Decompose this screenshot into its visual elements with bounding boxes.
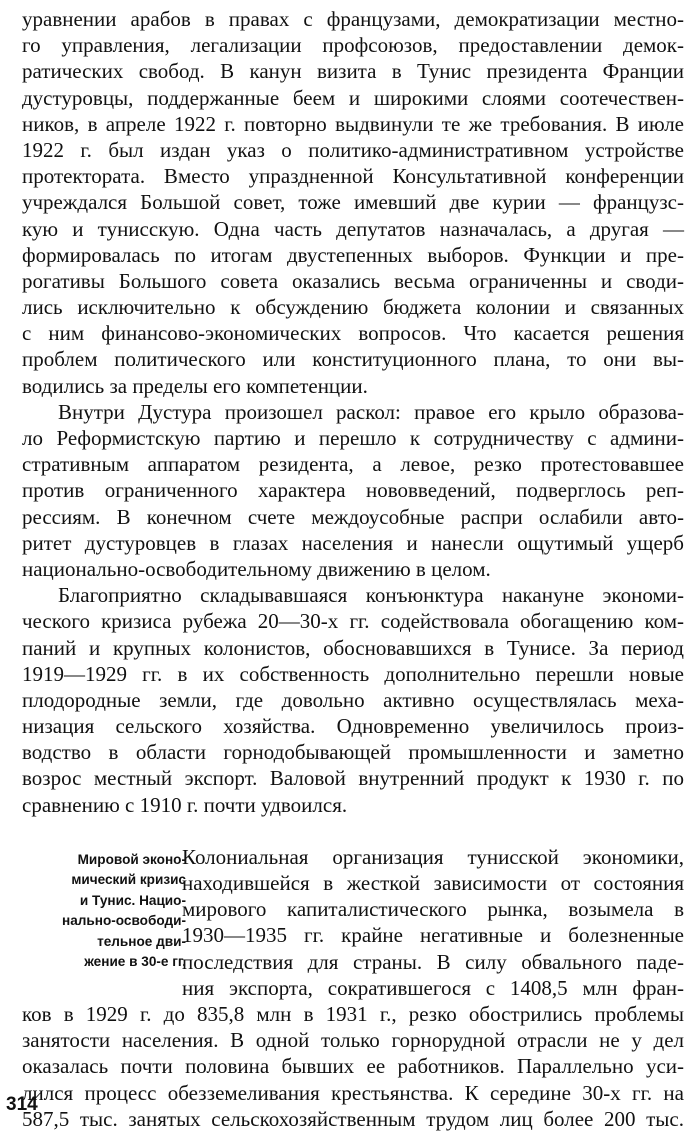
section-world-crisis: [22, 844, 684, 1132]
text-line: учреждался Большой совет, тоже имевший две курии — французс-: [22, 190, 684, 215]
paragraph-3: [22, 582, 684, 818]
text-line: лись исключительно к обсуждению бюджета колонии и связанных: [22, 295, 684, 320]
book-page: [22, 6, 684, 1132]
text-line: низация сельского хозяйства. Одновременно увеличилось произ-: [22, 714, 684, 739]
text-line: проблем политического или конституционного плана, то они вы-: [22, 347, 684, 372]
text-line: ритет дустуровцев в глазах населения и нанесли ощутимый ущерб: [22, 530, 684, 555]
paragraph-2: [22, 399, 684, 582]
text-line: протектората. Вместо упраздненной Консультативной конференции: [22, 164, 684, 189]
page-number: 314: [6, 1094, 38, 1115]
text-line: 587,5 тыс. занятых сельскохозяйственным трудом лиц более 200 тыс.: [22, 1106, 684, 1131]
text-line: против ограниченного характера нововведений, подверглось реп-: [22, 478, 684, 503]
text-line: возрос местный экспорт. Валовой внутренний продукт к 1930 г. по: [22, 766, 684, 791]
text-line: национально-освободительному движению в целом.: [22, 556, 491, 581]
text-line: формировалась по итогам двустепенных выборов. Функции и пре-: [22, 242, 684, 267]
text-line: Внутри Дустура произошел раскол: правое его крыло образова-: [58, 399, 684, 424]
text-line: дустуровцы, поддержанные беем и широкими слоями соотечествен-: [22, 85, 684, 110]
text-line: водство в области горнодобывающей промышленности и заметно: [22, 740, 684, 765]
text-line: паний и крупных колонистов, обосновавшихся в Тунисе. За период: [22, 635, 684, 660]
margin-heading: [24, 850, 186, 973]
text-line: мирового капиталистического рынка, возымела в: [182, 897, 684, 922]
text-line: ков в 1929 г. до 835,8 млн в 1931 г., резко обострились проблемы: [22, 1001, 684, 1026]
text-line: 1919—1929 гг. в их собственность дополнительно перешли новые: [22, 661, 684, 686]
text-line: стративным аппаратом резидента, а левое, резко протестовавшее: [22, 452, 684, 477]
text-line: лился процесс обезземеливания крестьянства. К середине 30-х гг. на: [22, 1080, 684, 1105]
text-line: находившейся в жесткой зависимости от состояния: [182, 871, 684, 895]
text-line: сравнению с 1910 г. почти удвоился.: [22, 792, 348, 817]
text-line: оказалась почти половина бывших ее работников. Параллельно уси-: [22, 1054, 684, 1079]
margin-heading-line: жение в 30-е гг.: [84, 954, 186, 970]
text-line: последствия для страны. В силу обвального паде-: [182, 949, 684, 974]
text-line: Благоприятно складывавшаяся конъюнктура накануне экономи-: [58, 583, 684, 608]
margin-heading-line: и Тунис. Нацио-: [79, 892, 186, 908]
text-line: ников, в апреле 1922 г. повторно выдвинули те же требования. В июле: [22, 111, 684, 136]
text-line: кую и тунисскую. Одна часть депутатов назначалась, а другая —: [22, 216, 684, 241]
text-line: ния экспорта, сократившегося с 1408,5 млн фран-: [182, 975, 684, 1000]
text-line: водились за пределы его компетенции.: [22, 373, 368, 398]
text-line: го управления, легализации профсоюзов, предоставлении демок-: [22, 33, 684, 58]
text-line: рогативы Большого совета оказались весьма ограниченны и своди-: [22, 268, 684, 293]
margin-heading-line: нально-освободи-: [61, 913, 186, 929]
margin-heading-line: тельное дви-: [97, 933, 186, 949]
text-line: с ним финансово-экономических вопросов. Что касается решения: [22, 321, 684, 346]
text-line: 1922 г. был издан указ о политико-административном устройстве: [22, 137, 684, 162]
text-line: Колониальная организация тунисской экономики,: [182, 844, 684, 869]
text-line: ческого кризиса рубежа 20—30-х гг. содействовала обогащению ком-: [22, 609, 684, 634]
text-line: уравнении арабов в правах с французами, демократизации местно-: [22, 7, 684, 31]
text-line: ло Реформистскую партию и перешло к сотрудничеству с админи-: [22, 426, 684, 450]
text-line: рессиям. В конечном счете междоусобные распри ослабили авто-: [22, 504, 684, 529]
margin-heading-line: мический кризис: [71, 872, 186, 888]
text-line: 1930—1935 гг. крайне негативные и болезненные: [182, 923, 684, 948]
margin-heading-line: Мировой эконо-: [77, 851, 186, 867]
text-line: ратических свобод. В канун визита в Тунис президента Франции: [22, 59, 684, 84]
text-line: плодородные земли, где довольно активно осуществлялась меха-: [22, 687, 684, 712]
paragraph-1: [22, 6, 684, 399]
text-line: занятости населения. В одной только горнорудной отрасли не у дел: [22, 1028, 684, 1053]
